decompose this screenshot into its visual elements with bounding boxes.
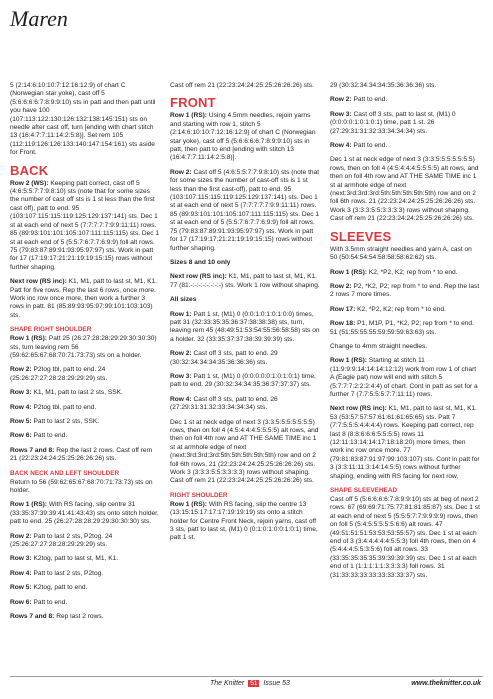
instruction-text: Change to 4mm straight needles.	[330, 342, 428, 350]
instruction-text: K2tog, patt to end.	[33, 584, 88, 592]
instruction-paragraph	[330, 96, 480, 104]
instruction-paragraph	[10, 418, 160, 426]
page-number: 51	[250, 680, 258, 687]
column-1	[10, 82, 160, 672]
row-label: Row 1 (RS):	[170, 500, 207, 508]
instruction-paragraph	[330, 343, 480, 351]
footer-publication	[210, 680, 290, 687]
instruction-paragraph	[170, 501, 320, 543]
instruction-text: Rep the last 2 rows. Cast off rem 21 (22:23:24:24:25:25:26:26:26) sts.	[10, 446, 153, 463]
instruction-paragraph	[10, 180, 160, 272]
instruction-paragraph	[330, 111, 480, 136]
row-label: Rows 7 and 8:	[10, 446, 55, 454]
instruction-paragraph	[170, 419, 320, 486]
instruction-text: With RS facing, slip the centre 13 (13:15:15:17:17:17:19:19:19) sts onto a stitch holder for Centre Front Neck, rejoin yarns, cast off 3 sts, patt to last st, (M1) 0 (0:1:0:1:0:0:1:0:1) time, patt 1 st.	[170, 500, 318, 542]
instruction-paragraph	[330, 405, 480, 481]
footer-divider	[10, 676, 483, 677]
instruction-text: Cast off 5 (5:6:6:6:6:7:8:9:9:10) sts at beg of next 2 rows. 67 (69:69:71:75:77:81:81:85:87) sts. Dec 1 st at each end of next 5 (5:5:5:7:7:9:9:9:9) rows, then on foll 5 (5:4:5:5:5:5:5:6:6) alt rows. 47 (49:51:51:51:53:53:53:55:57) sts. Dec 1 st at each end of 3 (3:4:4:4:4:4:5:5:3) foll 4th rows, then on 4 (5:4:4:4:5:5:3:5:6) foll alt rows. 33 (33:35:35:35:35:39:39:39:39) sts. Dec 1 st at each end of 1 (1:1:1:1:1:3:3:3:3) foll rows. 31 (31:33:33:33:33:33:33:33:37) sts.	[330, 496, 480, 579]
instruction-text: Dec 1 st at neck edge of next 3 (3:3:5:5:5:5:5:5:5) rows, then on foll 4 (4:5:4:4:4:5:5:5:5) alt rows, and then on foll 4th row and AT THE SAME TIME inc 1 st at armhole edge of next (next:3rd:3rd:3rd:5th:5th:5th:5th:5th) row and on 2 foll 6th rows. 21 (22:23:24:24:25:25:26:26:26) sts. Work 3 (3:3:3:5:5:3:3:3:3) rows without shaping. Cast off rem 21 (22:23:24:24:25:25:26:26:26) sts.	[330, 156, 479, 223]
row-label: Row 3:	[170, 372, 192, 380]
instruction-paragraph	[10, 278, 160, 320]
instruction-text: Patt to last 2 sts, SSK.	[33, 418, 100, 425]
instruction-text: Patt to end.	[353, 142, 388, 150]
issue-number: Issue 53	[263, 680, 290, 687]
instruction-text: Keeping patt correct, cast off 5 (4:6:5:5:7:7:9:8:10) sts (note that for some sizes the number of cast off sts is 1 st less than the first cast off), patt to end. 95 (103:107:115:115:119:125:129:137:141) sts. Dec 1 st at each end of next 5 (7:7:7:7:7:9:9:11:11) rows. 85 (89:93:101:101:105:107:111:115:115) sts. Dec 1 st at each end of 5 (5:5:7:6:7:7:6:9:9) foll alt rows. 75 (79:83:87:89:91:93:95:97:97) sts. Work in patt for 17 (17:19:17:21:21:19:19:15:15) rows without further shaping.	[10, 179, 160, 271]
instruction-text: P2, *K2, P2; rep from * to end. Rep the last 2 rows 7 more times.	[330, 282, 480, 299]
row-label: Row 3:	[10, 389, 32, 397]
instruction-text: Patt 1 st, (M1) 0 (0:0:1:0:1:0:1:0:0) times, patt 31 (32:33:35:35:36:37:38:38:38) sts, turn, leaving rem 45 (48:49:51:53:54:55:56:58:58) sts on a holder. 32 (33:35:37:37:38:39:39:39) sts.	[170, 310, 320, 343]
instruction-text: With RS facing, slip centre 31 (33:35:37:39:39:41:41:43:43) sts onto stitch holder, patt to end. 25 (26:27:28:28:29:29:30:30:30) sts.	[10, 501, 159, 526]
row-label: Next row (RS inc):	[10, 278, 67, 286]
instruction-text: Cast off 3 sts, patt to end. 26 (27:29:31:31:32:33:34:34:34) sts.	[170, 395, 278, 412]
instruction-paragraph	[170, 396, 320, 413]
instruction-paragraph	[10, 533, 160, 550]
row-label: Rows 7 and 8:	[10, 613, 55, 621]
instruction-paragraph	[10, 404, 160, 412]
instruction-text: K1, M1, patt to last 2 sts, SSK.	[33, 389, 123, 397]
instruction-paragraph	[10, 613, 160, 621]
instruction-paragraph	[170, 373, 320, 390]
row-label: Row 4:	[330, 142, 352, 150]
instruction-text: K1, M1, patt to last st, M1, K1. Patt for five rows. Rep the last 6 rows, once more. Work inc row once more, then work a further 3 rows in patt. 81 (85:89:93:95:97:99:101:103:103) sts.	[10, 278, 157, 319]
instruction-paragraph	[170, 311, 320, 345]
row-label: Row 1 (RS):	[330, 357, 367, 365]
instruction-text: K1, M1, patt to last st, M1, K1. 77 (81:-:-:-:-:-:-:-:-) sts. Work 1 row without shaping.	[170, 273, 320, 289]
row-label: Row 1 (RS):	[330, 268, 367, 276]
row-label: Row 1 (RS):	[10, 501, 47, 509]
subsection-heading: BACK NECK AND LEFT SHOULDER	[10, 469, 120, 477]
row-label: Row 1 (RS):	[10, 335, 47, 343]
instruction-paragraph	[10, 570, 160, 578]
instruction-text: Patt to end.	[33, 598, 68, 606]
instruction-text: Return to 56 (59:62:65:67:68:70:71:73:73) sts on holder.	[10, 478, 153, 495]
instruction-text: Patt to last 2 sts, P2tog.	[33, 569, 104, 577]
instruction-text: Patt to end.	[353, 96, 388, 104]
instruction-paragraph	[330, 82, 480, 90]
row-label: Row 2:	[330, 96, 352, 104]
row-label: Row 2:	[170, 168, 192, 176]
instruction-text: With 3.5mm straight needles and yarn A, cast on 50 (50:54:54:54:58:58:58:62:62) sts.	[330, 245, 472, 262]
instruction-paragraph	[330, 320, 480, 337]
instruction-text: Patt to last 2 sts, P2tog. 24 (25:26:27:27:28:28:29:29:29) sts.	[10, 532, 113, 549]
instruction-text: Patt 1 st, (M1) 0 (0:0:0:0:0:1:0:1:0:1) time, patt to end. 29 (30:32:34:34:35:36:37:37:37) sts.	[170, 372, 316, 389]
instruction-paragraph	[10, 501, 160, 526]
instruction-text: P2tog tbl, patt to end. 24 (25:26:27:27:28:28:29:29:29) sts.	[10, 366, 108, 382]
row-label: Sizes 8 and 10 only	[170, 258, 231, 266]
section-heading: SLEEVES	[330, 228, 392, 244]
article-columns	[10, 82, 482, 672]
column-2	[170, 82, 320, 672]
subsection-heading: RIGHT SHOULDER	[170, 491, 228, 499]
instruction-text: K1, M1, patt to last st, M1, K1. 53 (53:57:57:57:61:61:61:65:65) sts. Patt 7 (7:7:5:5:5:4:4:4:4) rows. Keeping patt correct, rep last 8 (8:8:6:6:6:5:5:5:5) rows 11 (12:11:13:14:14:17:18:18:20) more times, then work inc row once more. 77 (79:81:83:87:91:97:99:103:107) sts. Cont in patt for 3 (3:3:11:11:3:14:14:5:5) rows without further shaping, ending with RS facing for next row.	[330, 405, 480, 480]
row-label: Row 1:	[170, 310, 192, 318]
instruction-paragraph	[10, 82, 160, 158]
instruction-paragraph	[10, 432, 160, 440]
instruction-paragraph	[10, 479, 160, 496]
row-label: Row 5:	[10, 418, 32, 425]
subsection-heading: SHAPE RIGHT SHOULDER	[10, 326, 92, 334]
section-heading: FRONT	[170, 95, 216, 111]
publication-name: The Knitter	[210, 680, 245, 687]
instruction-paragraph	[170, 273, 320, 290]
instruction-paragraph	[170, 169, 320, 253]
instruction-paragraph	[170, 296, 320, 304]
instruction-paragraph	[330, 246, 480, 263]
row-label: Row 2:	[330, 282, 352, 290]
row-label: Row 2 (WS):	[10, 179, 49, 187]
instruction-paragraph	[170, 350, 320, 367]
row-label: Row 1 (RS):	[170, 112, 207, 120]
instruction-paragraph	[10, 584, 160, 592]
instruction-text: P1, M1P, P1, *K2, P2; rep from * to end. 51 (51:55:55:55:59:59:59:63:63) sts.	[330, 320, 474, 336]
instruction-text: Using 4.5mm needles, rejoin yarns and starting with row 1, stitch 5 (2:14:6:10:10:7:12:16:12:9) of chart C (Norwegian star yoke), cast off 5 (5:6:6:6:6:7:8:9:9:10) sts in patt, then patt to end [ending with stitch 13 (16:4:7:7:11:14:2:5:8)].	[170, 112, 316, 162]
instruction-paragraph	[10, 389, 160, 397]
instruction-paragraph	[330, 269, 480, 277]
instruction-paragraph	[330, 357, 480, 399]
instruction-paragraph	[330, 156, 480, 223]
instruction-text: Patt to end.	[33, 432, 68, 440]
row-label: Row 4:	[170, 395, 192, 403]
instruction-text: 5 (2:14:6:10:10:7:12:16:12:9) of chart C (Norwegian star yoke), cast off 5 (5:6:6:6:6:7:8:9:9:10) sts in patt and then patt until you have 100 (107:113:122:130:126:132:138:145:151) sts on needle after cast off, turn [ending with chart stitch 13 (16:4:7:7:11:14:2:5:8)]. Set rem 105 (112:119:126:126:133:140:147:154:161) sts aside for Front.	[10, 82, 156, 157]
column-3	[330, 82, 480, 672]
instruction-paragraph	[170, 259, 320, 267]
instruction-paragraph	[170, 112, 320, 162]
row-label: Next row (RS inc):	[170, 273, 227, 281]
row-label: Row 2:	[170, 350, 192, 358]
instruction-paragraph	[330, 496, 480, 580]
row-label: Row 17:	[330, 305, 356, 313]
instruction-paragraph	[330, 142, 480, 150]
instruction-paragraph	[330, 283, 480, 300]
instruction-text: Patt 25 (26:27:28:28:29:29:30:30:30) sts, turn leaving rem 56 (59:62:65:67:68:70:71:73:73) sts on a holder.	[10, 335, 157, 359]
instruction-text: Starting at stitch 11 (11:9:9:9:14:14:14:12:12) work from row 1 of chart A (Eagle pat) now will end with stitch 5 (5:7:7:7:2:2:2:4:4) of chart. Cont in patt as set for a further 7 (7:7:5:5:5:7:7:11:11) rows.	[330, 357, 478, 398]
row-label: Row 4:	[10, 569, 32, 577]
instruction-text: P2tog tbl, patt to end.	[33, 403, 97, 411]
instruction-paragraph	[10, 555, 160, 563]
row-label: Row 3:	[10, 555, 32, 563]
instruction-paragraph	[10, 447, 160, 464]
section-heading: BACK	[10, 162, 49, 178]
row-label: Row 2:	[10, 366, 32, 374]
instruction-text: Cast off 3 sts, patt to end. 29 (30:32:34:34:34:35:36:36:36) sts.	[170, 350, 278, 366]
instruction-paragraph	[10, 335, 160, 360]
instruction-paragraph	[330, 306, 480, 314]
row-label: Row 5:	[10, 584, 32, 592]
instruction-text: K2, *P2, K2; rep from * to end.	[357, 305, 446, 313]
instruction-text: K2, *P2, K2; rep from * to end.	[368, 268, 458, 276]
row-label: Next row (RS inc):	[330, 405, 387, 413]
row-label: Row 6:	[10, 432, 32, 440]
instruction-paragraph	[10, 366, 160, 383]
footer-url: www.theknitter.co.uk	[411, 680, 481, 687]
row-label: All sizes	[170, 296, 197, 304]
instruction-paragraph	[10, 599, 160, 607]
instruction-text: 29 (30:32:34:34:34:35:36:36:36) sts.	[330, 82, 437, 89]
instruction-text: Rep last 2 rows.	[56, 613, 104, 621]
page-title: Maren	[10, 6, 68, 31]
instruction-text: K2tog, patt to last st, M1, K1.	[33, 555, 119, 563]
row-label: Row 6:	[10, 598, 32, 606]
row-label: Row 3:	[330, 110, 352, 118]
instruction-text: Cast off 5 (4:6:5:5:7:7:9:8:10) sts (note that for some sizes the number of cast-off sts is 1 st less than the first cast-off), patt to end. 95 (103:107:115:115:119:125:129:137:141) sts. Dec 1 st at each end of next 5 (7:7:7:7:7:9:9:11:11) rows. 85 (89:93:101:101:105:107:111:115:115) sts. Dec 1 st at each end of 5 (5:5:7:6:7:7:6:9:9) foll alt rows. 75 (79:83:87:89:91:93:95:97:97) sts. Work in patt for 17 (17:19:17:21:21:19:19:15:15) rows without further shaping.	[170, 168, 320, 252]
row-label: Row 2:	[10, 532, 32, 540]
instruction-paragraph	[170, 82, 320, 90]
instruction-text: Cast off 3 sts, patt to last st, (M1) 0 (0:0:0:0:1:0:1:0:1) time, patt 1 st. 26 (27:29:31:31:32:33:34:34:34) sts.	[330, 110, 456, 135]
row-label: Row 4:	[10, 403, 32, 411]
instruction-text: Cast off rem 21 (22:23:24:24:25:25:26:26:26) sts.	[170, 82, 314, 89]
subsection-heading: SHAPE SLEEVEHEAD	[330, 487, 398, 495]
row-label: Row 18:	[330, 320, 356, 328]
instruction-text: Dec 1 st at neck edge of next 3 (3:3:5:5:5:5:5:5:5) rows, then on foll 4 (4:5:4:4:4:5:5:5:5) alt rows, and then on foll 4th row and AT THE SAME TIME inc 1 st at armhole edge of next (next:3rd:3rd:3rd:5th:5th:5th:5th:5th) row and on 2 foll 6th rows. 21 (22:23:24:24:25:25:26:26:26) sts. Work 3 (3:3:3:5:5:3:3:3:3) rows without shaping. Cast off rem 21 (22:23:24:24:25:25:26:26:26) sts.	[170, 418, 319, 485]
